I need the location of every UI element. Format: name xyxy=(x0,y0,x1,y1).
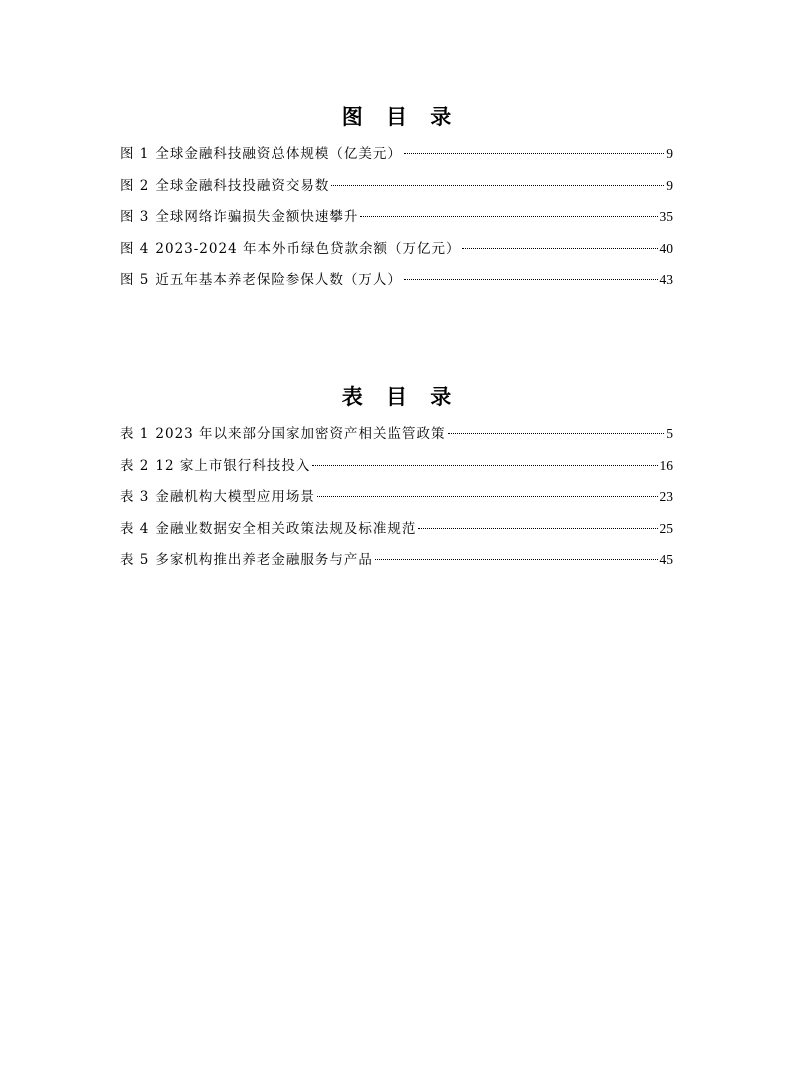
dot-leader xyxy=(312,465,657,466)
toc-entry-title: 多家机构推出养老金融服务与产品 xyxy=(155,552,373,568)
toc-entry-title: 全球网络诈骗损失金额快速攀升 xyxy=(155,209,359,225)
toc-entry-table-2[interactable] xyxy=(120,450,673,482)
dot-leader xyxy=(418,528,657,529)
dot-leader xyxy=(375,559,658,560)
dot-leader xyxy=(462,248,657,249)
toc-entry-figure-1[interactable] xyxy=(120,138,673,170)
toc-entry-page: 9 xyxy=(666,177,673,193)
dot-leader xyxy=(448,433,665,434)
toc-entry-label: 表 5 xyxy=(120,552,150,568)
toc-entry-title: 2023 年以来部分国家加密资产相关监管政策 xyxy=(155,426,446,442)
toc-entry-label: 表 3 xyxy=(120,489,150,505)
table-index-title: 表 目 录 xyxy=(341,385,460,409)
toc-entry-page: 40 xyxy=(659,240,673,256)
toc-entry-figure-5[interactable] xyxy=(120,264,673,296)
toc-entry-label: 表 1 xyxy=(120,426,150,442)
table-index xyxy=(120,381,673,576)
toc-entry-label: 图 5 xyxy=(120,272,150,288)
toc-entry-title: 近五年基本养老保险参保人数（万人） xyxy=(155,272,402,288)
toc-entry-title: 金融机构大模型应用场景 xyxy=(155,489,315,505)
toc-entry-figure-3[interactable] xyxy=(120,201,673,233)
toc-entry-label: 图 2 xyxy=(120,177,150,194)
toc-entry-title: 12 家上市银行科技投入 xyxy=(155,457,311,474)
dot-leader xyxy=(331,185,664,186)
toc-entry-table-3[interactable] xyxy=(120,481,673,513)
toc-entry-table-5[interactable] xyxy=(120,544,673,576)
toc-entry-title: 全球金融科技投融资交易数 xyxy=(155,177,330,194)
toc-entry-title: 2023-2024 年本外币绿色贷款余额（万亿元） xyxy=(155,240,461,257)
toc-entry-label: 图 3 xyxy=(120,209,150,225)
toc-entry-page: 5 xyxy=(666,426,673,441)
toc-entry-label: 表 2 xyxy=(120,457,150,474)
toc-entry-page: 45 xyxy=(659,552,673,567)
toc-entry-page: 16 xyxy=(659,457,673,473)
toc-entry-page: 25 xyxy=(659,520,673,536)
dot-leader xyxy=(360,216,657,217)
dot-leader xyxy=(404,279,658,280)
toc-entry-page: 23 xyxy=(659,489,673,504)
toc-entry-page: 43 xyxy=(659,272,673,287)
table-index-list xyxy=(120,418,673,576)
toc-entry-figure-4[interactable] xyxy=(120,233,673,265)
dot-leader xyxy=(317,496,658,497)
toc-entry-title: 金融业数据安全相关政策法规及标准规范 xyxy=(155,520,417,537)
toc-entry-label: 图 1 xyxy=(120,146,150,162)
toc-entry-title: 全球金融科技融资总体规模（亿美元） xyxy=(155,146,402,162)
toc-entry-table-1[interactable] xyxy=(120,418,673,450)
dot-leader xyxy=(404,153,664,154)
toc-entry-figure-2[interactable] xyxy=(120,170,673,202)
figure-index-list xyxy=(120,138,673,296)
toc-entry-label: 表 4 xyxy=(120,520,150,537)
toc-entry-page: 35 xyxy=(659,209,673,224)
figure-index-title: 图 目 录 xyxy=(341,105,460,129)
toc-entry-table-4[interactable] xyxy=(120,513,673,545)
toc-entry-label: 图 4 xyxy=(120,240,150,257)
figure-index xyxy=(120,101,673,296)
toc-entry-page: 9 xyxy=(666,146,673,161)
